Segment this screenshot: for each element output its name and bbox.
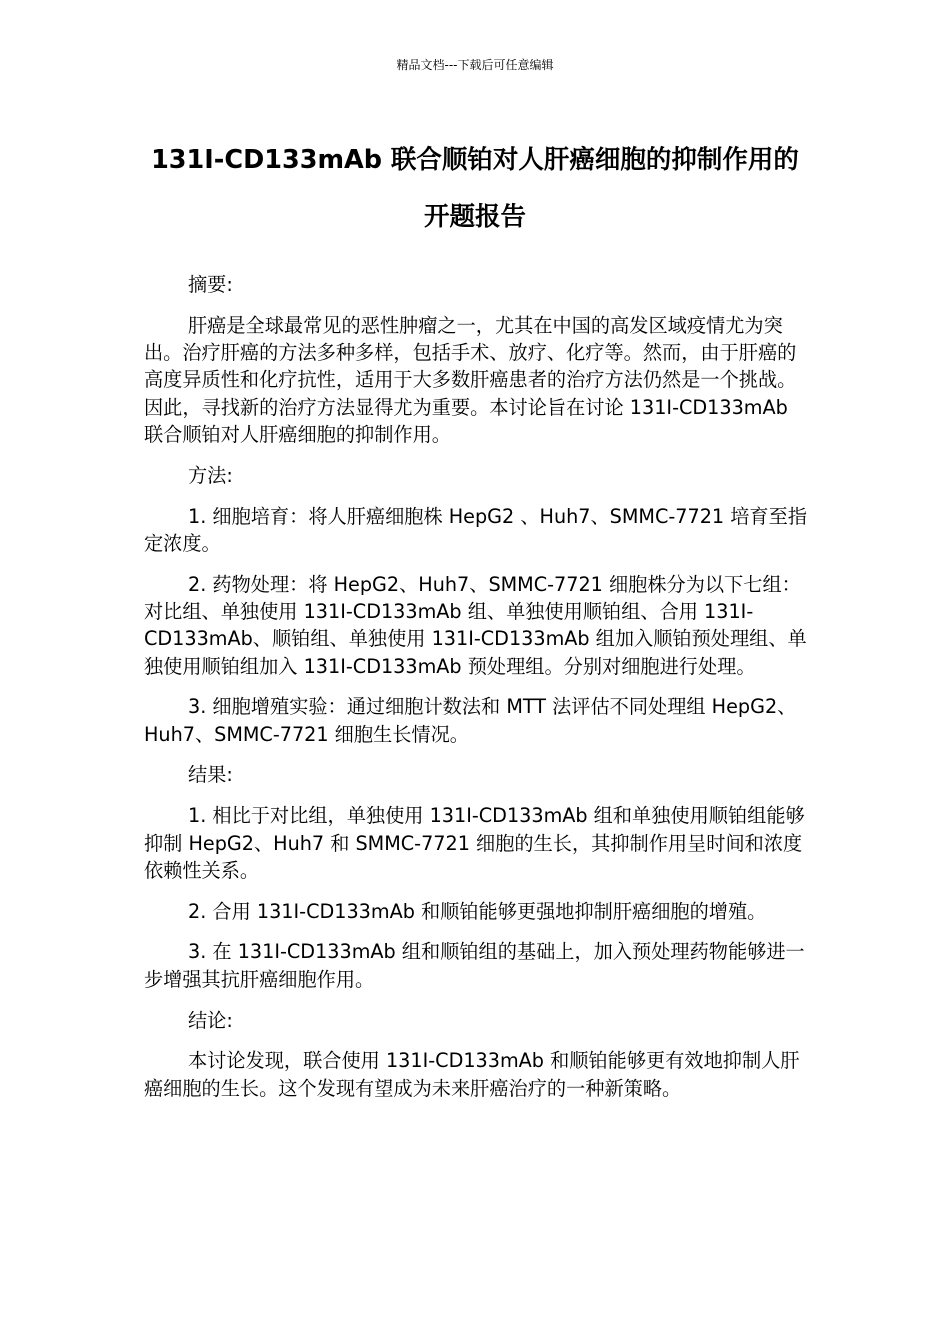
paragraph-conclusion: 本讨论发现，联合使用 131I-CD133mAb 和顺铂能够更有效地抑制人肝癌细胞的生长。这个发现有望成为未来肝癌治疗的一种新策略。: [144, 1049, 800, 1100]
section-heading-results: 结果:: [188, 763, 233, 787]
section-heading-conclusion: 结论:: [188, 1008, 233, 1032]
paragraph-method-3: 3. 细胞增殖实验：通过细胞计数法和 MTT 法评估不同处理组 HepG2、Huh7、SMMC-7721 细胞生长情况。: [144, 695, 797, 746]
paragraph-result-1: 1. 相比于对比组，单独使用 131I-CD133mAb 组和单独使用顺铂组能够抑制 HepG2、Huh7 和 SMMC-7721 细胞的生长，其抑制作用呈时间和浓度依赖性关系。: [144, 804, 805, 882]
section-heading-methods: 方法:: [188, 463, 233, 487]
paragraph-result-2: 2. 合用 131I-CD133mAb 和顺铂能够更强地抑制肝癌细胞的增殖。: [188, 899, 767, 923]
document-body: [144, 271, 808, 1115]
section-heading-abstract: 摘要:: [188, 273, 233, 296]
paragraph-method-2: 2. 药物处理：将 HepG2、Huh7、SMMC-7721 细胞株分为以下七组：对比组、单独使用 131I-CD133mAb 组、单独使用顺铂组、合用 131I-CD133mAb、顺铂组、单独使用 131I-CD133mAb 组加入顺铂预处理组、单独使用顺铂组加入 131I-CD133mAb 预处理组。分别对细胞进行处理。: [144, 572, 807, 678]
paragraph-result-3: 3. 在 131I-CD133mAb 组和顺铂组的基础上，加入预处理药物能够进一步增强其抗肝癌细胞作用。: [144, 940, 805, 991]
paragraph-method-1: 1. 细胞培育：将人肝癌细胞株 HepG2 、Huh7、SMMC-7721 培育至指定浓度。: [144, 504, 807, 555]
paragraph-abstract: 肝癌是全球最常见的恶性肿瘤之一，尤其在中国的高发区域疫情尤为突出。治疗肝癌的方法多种多样，包括手术、放疗、化疗等。然而，由于肝癌的高度异质性和化疗抗性，适用于大多数肝癌患者的治疗方法仍然是一个挑战。因此，寻找新的治疗方法显得尤为重要。本讨论旨在讨论 131I-CD133mAb 联合顺铂对人肝癌细胞的抑制作用。: [144, 313, 797, 446]
header-note: 精品文档---下载后可任意编辑: [396, 58, 554, 72]
document-title: 131I-CD133mAb 联合顺铂对人肝癌细胞的抑制作用的开题报告: [151, 145, 799, 232]
